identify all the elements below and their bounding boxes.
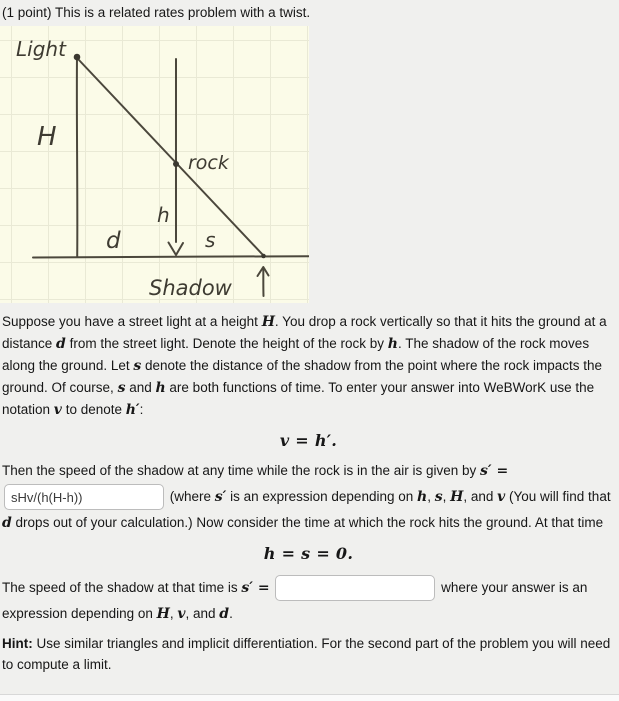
shadow-speed-followup: (where s′ is an expression depending on h, s, H, and v (You will find that d drops out of your calculation.) Now consider the time at which the rock hits the ground. At that time [2,489,611,530]
impact-speed-question [2,573,615,625]
light-point [74,54,81,61]
hand-drawn-diagram [0,26,309,303]
light-ray-line [78,59,263,255]
problem-points-header: (1 point) This is a related rates problem with a twist. [2,4,615,21]
shadow-distance-s-label: s [205,228,215,252]
down-arrow-icon [169,243,184,256]
shadow-label: Shadow [149,276,233,300]
impact-speed-answer-input[interactable] [275,575,435,601]
distance-d-label: d [106,228,121,254]
light-label: Light [16,37,67,61]
equation-h-equals-s-equals-zero: h = s = 0. [2,544,615,563]
rock-point [173,161,179,167]
rock-label: rock [188,152,230,174]
shadow-speed-intro: Then the speed of the shadow at any time while the rock is in the air is given by s′ = [2,463,508,478]
problem-statement: Suppose you have a street light at a height H. You drop a rock vertically so that it hits the ground at a distance d from the street light. Denote the height of the rock by h. The shadow of the rock moves along the ground. Let s denote the distance of the shadow from the point where the rock impacts the ground. Of course, s and h are both functions of time. To enter your answer into WeBWorK use the notation v to denote h′: [2,311,615,421]
shadow-speed-question [2,460,615,534]
height-H-label: H [37,122,57,152]
ground-line [33,256,309,257]
hint-text: Hint: Use similar triangles and implicit differentiation. For the second part of the problem you will need to compute a limit. [2,633,615,675]
webwork-problem-page [0,4,619,675]
shadow-point [261,254,266,259]
rock-height-h-label: h [157,203,170,227]
bottom-divider [0,694,619,701]
shadow-speed-answer-input[interactable] [4,484,164,510]
light-pole-line [77,57,78,257]
diagram-sketch [0,26,309,303]
impact-speed-followup: where your answer is an expression depending on H, v, and d. [2,580,587,621]
equation-v-equals-hprime: v = h′. [2,431,615,450]
impact-speed-intro: The speed of the shadow at that time is s′ = [2,580,270,595]
